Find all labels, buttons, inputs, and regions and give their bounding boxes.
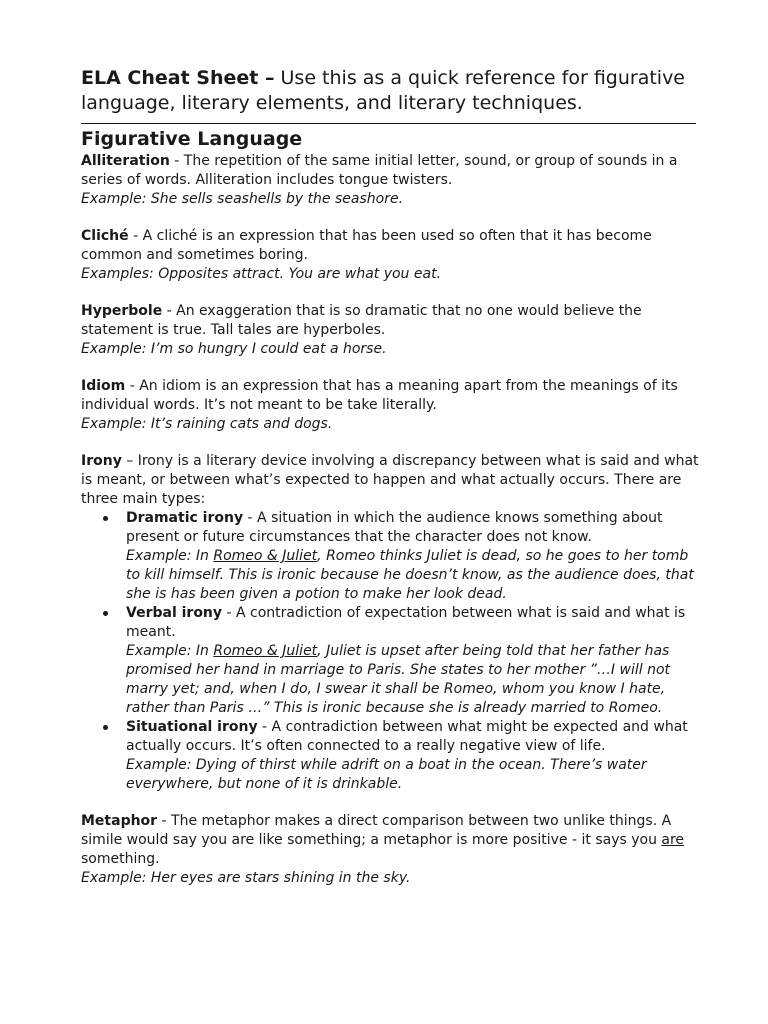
entry-example: Example: She sells seashells by the seashore.: [81, 191, 404, 207]
entry-term: Alliteration: [81, 153, 170, 169]
type-definition: - A contradiction of expectation between what is said and what is meant.: [126, 605, 686, 640]
header-title-strong: ELA Cheat Sheet –: [81, 67, 275, 89]
example-work-title: Romeo & Juliet: [213, 548, 318, 564]
entry-term: Irony: [81, 453, 122, 469]
irony-types-list: [81, 509, 701, 794]
entry-cliche: [81, 227, 701, 284]
entry-example: Example: It’s raining cats and dogs.: [81, 416, 333, 432]
entry-idiom: [81, 377, 701, 434]
entry-metaphor: [81, 812, 701, 888]
entry-definition: - An exaggeration that is so dramatic that no one would believe the statement is true. Tall tales are hyperboles.: [81, 303, 642, 338]
entry-hyperbole: [81, 302, 701, 359]
type-term: Situational irony: [126, 719, 258, 735]
entry-definition: - A cliché is an expression that has been used so often that it has become common and sometimes boring.: [81, 228, 652, 263]
bullet-icon: [103, 725, 108, 730]
entry-term: Metaphor: [81, 813, 158, 829]
entry-irony: [81, 452, 701, 794]
header-title-rest: Use this as a quick reference for figurative language, literary elements, and literary techniques.: [81, 67, 686, 114]
type-term: Dramatic irony: [126, 510, 244, 526]
type-example: [126, 548, 694, 602]
list-item-situational-irony: [126, 718, 701, 794]
emphasized-word: are: [661, 832, 685, 848]
entry-alliteration: [81, 152, 701, 209]
bullet-icon: [103, 516, 108, 521]
entry-definition: – Irony is a literary device involving a discrepancy between what is said and what is meant, or between what’s expected to happen and what actually occurs. There are three main types:: [81, 453, 699, 507]
entry-term: Idiom: [81, 378, 126, 394]
header-divider: [81, 123, 696, 124]
content: [81, 126, 701, 906]
entry-definition: - The metaphor makes a direct comparison between two unlike things. A simile would say you are like something; a metaphor is more positive - it says you: [81, 813, 672, 848]
list-item-dramatic-irony: [126, 509, 701, 604]
type-example: [126, 643, 670, 716]
page-header: [81, 66, 691, 116]
entry-example: Example: Her eyes are stars shining in the sky.: [81, 870, 411, 886]
type-example: Example: Dying of thirst while adrift on a boat in the ocean. There’s water everywhere, but none of it is drinkable.: [126, 757, 647, 792]
type-definition: - A contradiction between what might be expected and what actually occurs. It’s often connected to a really negative view of life.: [126, 719, 688, 754]
example-text: , Romeo thinks Juliet is dead, so he goes to her tomb to kill himself. This is ironic because he doesn’t know, as the audience does, that she is has been given a potion to make her look dead.: [126, 548, 694, 602]
example-text: Example: In: [126, 643, 214, 659]
entry-definition: something.: [81, 851, 160, 867]
example-text: Example: In: [126, 548, 214, 564]
entry-definition: - An idiom is an expression that has a meaning apart from the meanings of its individual words. It’s not meant to be take literally.: [81, 378, 678, 413]
entry-example: Example: I’m so hungry I could eat a horse.: [81, 341, 387, 357]
example-work-title: Romeo & Juliet: [213, 643, 318, 659]
entry-example: Examples: Opposites attract. You are what you eat.: [81, 266, 442, 282]
example-text: , Juliet is upset after being told that her father has promised her hand in marriage to Paris. She states to her mother ”…I will not marry yet; and, when I do, I swear it shall be Romeo, whom you know I hate, rather than Paris …” This is ironic because she is already married to Romeo.: [126, 643, 671, 716]
bullet-icon: [103, 611, 108, 616]
type-definition: - A situation in which the audience knows something about present or future circumstances that the character does not know.: [126, 510, 663, 545]
type-term: Verbal irony: [126, 605, 223, 621]
entry-term: Cliché: [81, 228, 129, 244]
list-item-verbal-irony: [126, 604, 701, 718]
entry-term: Hyperbole: [81, 303, 163, 319]
section-title: Figurative Language: [81, 128, 303, 150]
entry-definition: - The repetition of the same initial letter, sound, or group of sounds in a series of words. Alliteration includes tongue twisters.: [81, 153, 678, 188]
